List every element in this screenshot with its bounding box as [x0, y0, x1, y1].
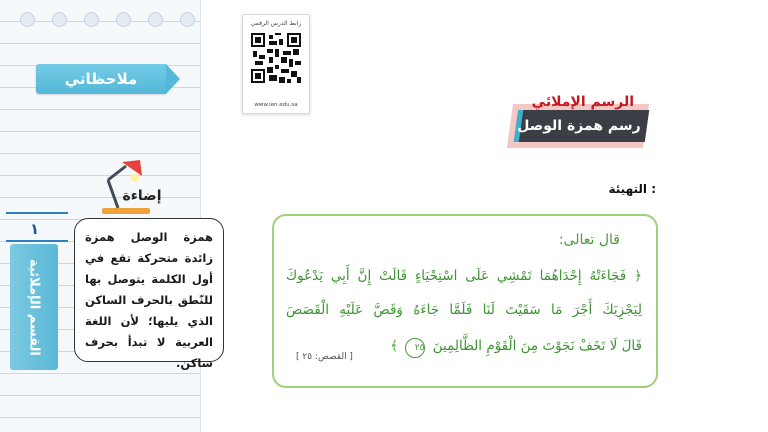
section-tab-label-wrap [10, 244, 58, 370]
qr-code-icon[interactable] [251, 33, 301, 83]
verse-end-mark: ﴾ [390, 338, 399, 354]
qr-card[interactable] [242, 14, 310, 114]
info-box: همزة الوصل همزة زائدة متحركة تقع في أول الكلمة يتوصل بها للنّطق بالحرف الساكن الذي يليها؛ لأن اللغة العربية لا تبدأ بحرف ساكن. [74, 218, 224, 362]
verse-intro: قال تعالى: [558, 232, 620, 248]
binder-hole [116, 12, 131, 27]
binder-hole [52, 12, 67, 27]
verse-line-last [392, 338, 642, 358]
verse-line: قَالَ لَا تَخَفْ نَجَوْتَ مِنَ الْقَوْمِ الظَّالِمِينَ [432, 338, 642, 354]
qr-url[interactable]: www.ien.edu.sa [254, 102, 298, 108]
binder-hole [84, 12, 99, 27]
binder-hole [20, 12, 35, 27]
lesson-number: ١ [30, 220, 40, 238]
qr-title: رابط الدرس الرقمي [250, 20, 302, 27]
ayah-number: ٢٥ [405, 338, 425, 358]
quran-box [272, 214, 658, 388]
divider-line [6, 240, 68, 242]
page-title: رسم همزة الوصل [517, 118, 641, 134]
verse-reference: [ القصص: ٢٥ ] [296, 352, 353, 362]
binder-hole [180, 12, 195, 27]
verse-line: لِيَجْزِيَكَ أَجْرَ مَا سَقَيْتَ لَنَا فَلَمَّا جَاءَهُ وَقَصَّ عَلَيْهِ الْقَصَصَ [286, 302, 642, 318]
verse-line: ﴿ فَجَاءَتْهُ إِحْدَاهُمَا تَمْشِي عَلَى اسْتِحْيَاءٍ قَالَتْ إِنَّ أَبِي يَدْعُوكَ [286, 268, 642, 284]
lamp-label: إضاءة [122, 188, 162, 204]
section-tab-label: القسم الإملائية [26, 258, 42, 356]
divider-line [6, 212, 68, 214]
binder-hole [148, 12, 163, 27]
notes-tab[interactable]: ملاحظاتي [36, 64, 166, 94]
lesson-kicker: الرسم الإملائي [531, 94, 634, 110]
section-heading: التهيئة : [608, 182, 656, 196]
